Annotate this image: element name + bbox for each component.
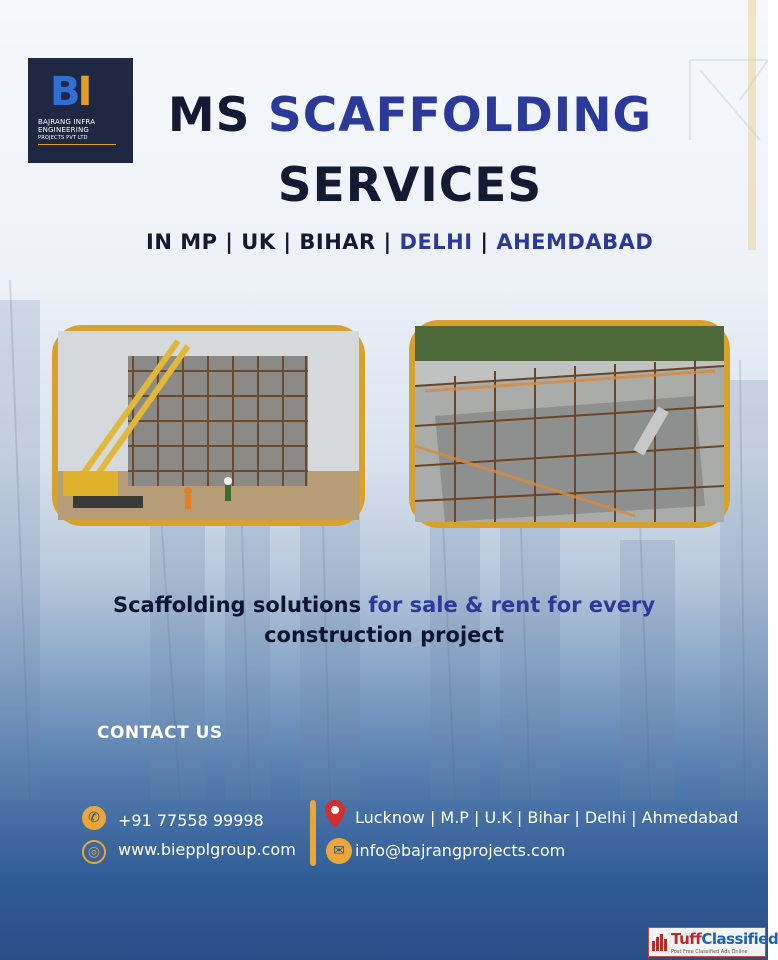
- headline-scaffolding: SCAFFOLDING: [267, 88, 653, 143]
- scaffolding-photo-2: [409, 320, 730, 528]
- watermark-classified: Classified: [701, 930, 778, 948]
- mail-icon: ✉: [326, 838, 352, 864]
- logo-line-3: PROJECTS PVT LTD: [38, 135, 88, 141]
- tagline-line-2: construction project: [264, 623, 504, 647]
- logo-line-1: BAJRANG INFRA: [38, 118, 96, 126]
- bar-chart-icon: [652, 933, 668, 951]
- logo-line-2: ENGINEERING: [38, 126, 90, 134]
- logo-mark-1: I: [77, 69, 90, 115]
- location-pin-icon: [325, 800, 345, 828]
- contact-address: Lucknow | M.P | U.K | Bihar | Delhi | Ahmedabad: [355, 808, 739, 827]
- service-locations: [146, 230, 706, 254]
- watermark-subtitle: Post Free Classified Ads Online: [671, 949, 748, 955]
- headline-line-2: SERVICES: [277, 158, 543, 213]
- scaffold-building-illustration: [58, 331, 359, 520]
- headline-line-1: [150, 88, 670, 144]
- scaffold-trench-illustration: [415, 326, 724, 522]
- locations-sep: |: [472, 230, 497, 254]
- watermark-tuff: Tuff: [671, 930, 702, 948]
- contact-heading: CONTACT US: [97, 723, 223, 743]
- tagline: [70, 590, 698, 650]
- tagline-part-1: Scaffolding solutions: [112, 593, 369, 617]
- locations-prefix: IN MP | UK | BIHAR |: [146, 230, 400, 254]
- tuffclassified-watermark[interactable]: [648, 927, 778, 957]
- location-ahemdabad: AHEMDABAD: [496, 230, 654, 254]
- headline-ms: MS: [167, 88, 268, 143]
- watermark-name: [671, 930, 778, 948]
- location-delhi: DELHI: [399, 230, 473, 254]
- contact-website[interactable]: www.biepplgroup.com: [118, 840, 296, 859]
- scaffolding-photo-1: [52, 325, 365, 526]
- contact-email[interactable]: info@bajrangprojects.com: [355, 841, 566, 860]
- phone-icon: ✆: [82, 806, 106, 830]
- logo-text: [38, 118, 128, 142]
- contact-divider: [310, 800, 316, 866]
- contact-phone[interactable]: +91 77558 99998: [118, 811, 264, 830]
- logo-mark-b: B: [50, 69, 78, 115]
- globe-icon: ◎: [82, 840, 106, 864]
- logo-rule: [38, 144, 116, 145]
- tagline-line-1: [70, 590, 698, 620]
- logo-mark: [50, 69, 110, 115]
- company-logo: [28, 58, 133, 163]
- tagline-part-2: for sale & rent for every: [368, 593, 656, 617]
